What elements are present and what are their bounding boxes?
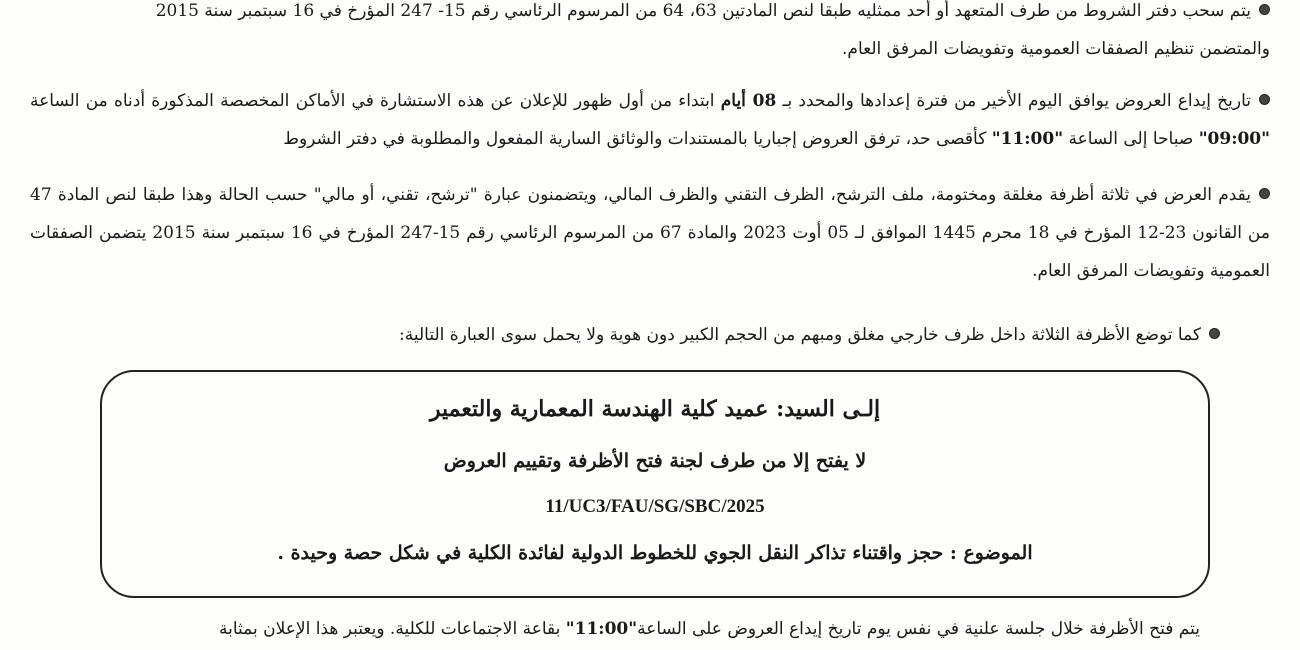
envelope-notice: لا يفتح إلا من طرف لجنة فتح الأظرفة وتقييم العروض: [443, 450, 867, 472]
deposit-text-1: تاريخ إيداع العروض يوافق اليوم الأخير من فترة إعدادها والمحدد بـ: [776, 91, 1252, 111]
opening-text-1: يتم فتح الأظرفة خلال جلسة علنية في نفس يوم تاريخ إيداع العروض على الساعة: [637, 619, 1200, 639]
deposit-text-3: صباحا إلى الساعة: [1063, 129, 1199, 149]
opening-text-2: بقاعة الاجتماعات للكلية. ويعتبر هذا الإعلان بمثابة: [219, 619, 566, 639]
envelope-addressee: إلـى السيد: عميد كلية الهندسة المعمارية والتعمير: [429, 396, 881, 422]
paragraph-withdrawal: [30, 0, 1270, 68]
bullet-icon: [1259, 4, 1270, 15]
deposit-days: 08 أيام: [720, 91, 777, 111]
paragraph-offer-envelopes: [30, 176, 1270, 290]
deposit-text-2: ابتداء من أول ظهور للإعلان عن هذه الاستشارة في الأماكن المخصصة المذكورة أدناه من الساعة: [30, 91, 721, 111]
paragraph-outer-envelope: [30, 316, 1220, 354]
bullet-icon: [1259, 188, 1270, 199]
offer-envelopes-text: يقدم العرض في ثلاثة أظرفة مغلقة ومختومة، ملف الترشح، الظرف التقني والظرف المالي، ويتضمنون عبارة "ترشح، تقني، أو مالي" حسب الحالة وهذا طبقا لنص المادة 47 من القانون 23-12 المؤرخ في 18 محرم 1445 الموافق لـ 05 أوت 2023 والمادة 67 من المرسوم الرئاسي رقم 15-247 المؤرخ في 16 سبتمبر سنة 2015 يتضمن الصفقات العمومية وتفويضات المرفق العام.: [30, 185, 1270, 281]
envelope-reference: 11/UC3/FAU/SG/SBC/2025: [545, 496, 765, 517]
paragraph-deposit-date: [30, 82, 1270, 158]
deposit-text-4: كأقصى حد، ترفق العروض إجباريا بالمستندات والوثائق السارية المفعول والمطلوبة في دفتر الشروط: [283, 129, 992, 149]
paragraph-withdrawal-line2: والمتضمن تنظيم الصفقات العمومية وتفويضات المرفق العام.: [842, 39, 1270, 59]
outer-envelope-text: كما توضع الأظرفة الثلاثة داخل ظرف خارجي مغلق ومبهم من الحجم الكبير دون هوية ولا يحمل سوى العبارة التالية:: [399, 325, 1201, 345]
bullet-icon: [1209, 328, 1220, 339]
deposit-time-from: "09:00": [1198, 129, 1270, 149]
opening-time: "11:00": [565, 619, 638, 639]
deposit-time-to: "11:00": [991, 129, 1064, 149]
paragraph-withdrawal-line1: يتم سحب دفتر الشروط من طرف المتعهد أو أحد ممثليه طبقا لنص المادتين 63، 64 من المرسوم الرئاسي رقم 15- 247 المؤرخ في 16 سبتمبر سنة 2015: [155, 1, 1251, 21]
envelope-label-box: [100, 370, 1210, 598]
envelope-subject: الموضوع : حجز واقتناء تذاكر النقل الجوي للخطوط الدولية لفائدة الكلية في شكل حصة وحيدة .: [277, 542, 1033, 564]
paragraph-opening-session: [90, 610, 1200, 648]
bullet-icon: [1259, 94, 1270, 105]
